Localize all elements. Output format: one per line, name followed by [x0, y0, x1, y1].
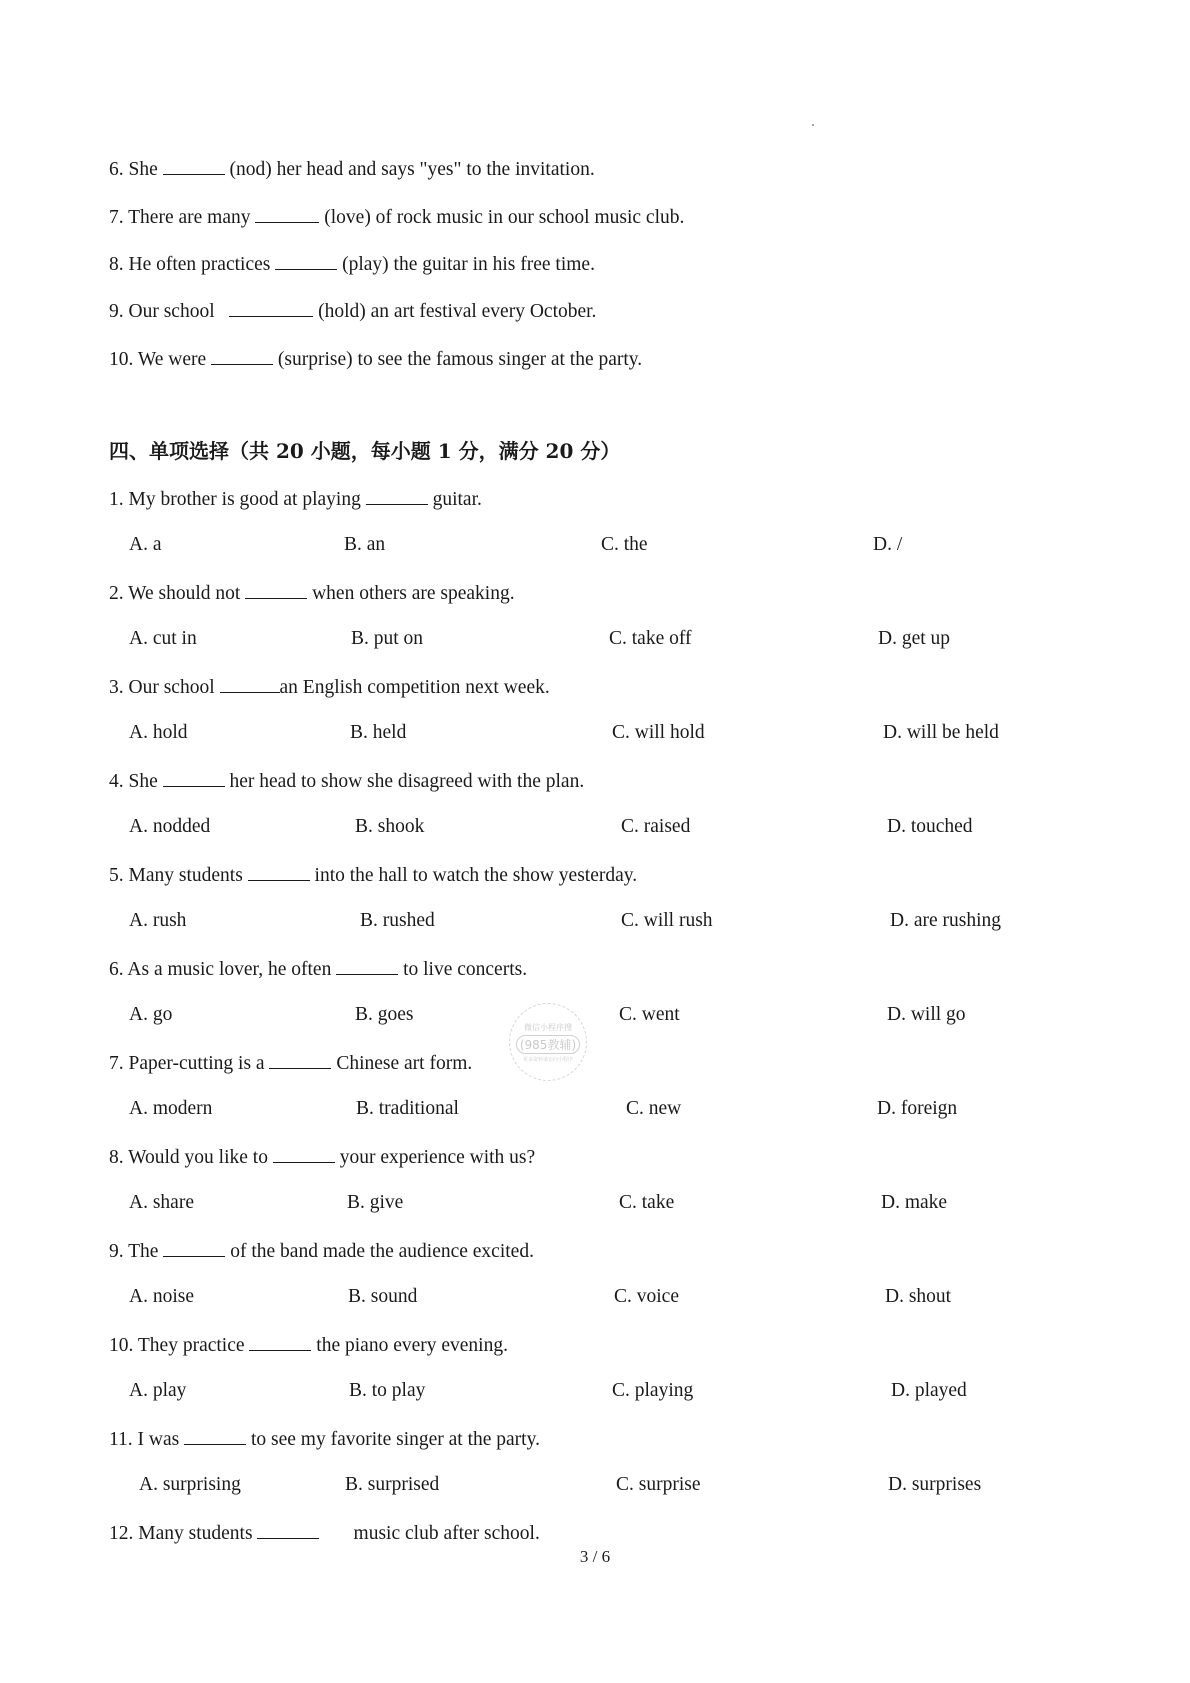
question-text: 2. We should not	[109, 583, 246, 604]
answer-blank[interactable]	[249, 1332, 311, 1351]
option-c[interactable]: C. will rush	[621, 910, 713, 931]
watermark-line: 更多资料请访问小程序	[522, 1056, 573, 1063]
option-c[interactable]: C. raised	[621, 816, 691, 837]
option-d[interactable]: D. are rushing	[890, 910, 1002, 931]
option-b[interactable]: B. give	[347, 1192, 404, 1213]
option-a[interactable]: A. modern	[129, 1098, 213, 1119]
answer-blank[interactable]	[275, 251, 337, 270]
question-text: 4. She	[109, 771, 163, 792]
option-b[interactable]: B. to play	[349, 1380, 426, 1401]
answer-blank[interactable]	[229, 298, 313, 317]
option-d[interactable]: D. shout	[885, 1286, 952, 1307]
option-b[interactable]: B. goes	[355, 1004, 414, 1025]
option-c[interactable]: C. went	[619, 1004, 680, 1025]
option-d[interactable]: D. get up	[878, 628, 951, 649]
fill-blank-text: 9. Our school	[109, 301, 230, 322]
answer-blank[interactable]	[257, 1520, 319, 1539]
fill-blank-7	[109, 204, 684, 230]
section-title: 四、单项选择（共 20 小题，每小题 1 分，满分 20 分）	[109, 439, 621, 463]
option-d[interactable]: D. surprises	[888, 1474, 982, 1495]
question-3	[109, 674, 550, 700]
answer-blank[interactable]	[163, 156, 225, 175]
fill-blank-text: (hold) an art festival every October.	[313, 301, 597, 322]
option-a[interactable]: A. nodded	[129, 816, 211, 837]
question-text: 12. Many students	[109, 1523, 258, 1544]
question-text: her head to show she disagreed with the plan.	[224, 771, 585, 792]
fill-blank-text: (love) of rock music in our school music club.	[319, 207, 685, 228]
answer-blank[interactable]	[248, 862, 310, 881]
question-text: your experience with us?	[334, 1147, 536, 1168]
fill-blank-text: 8. He often practices	[109, 254, 276, 275]
option-b[interactable]: B. surprised	[345, 1474, 440, 1495]
question-text: 3. Our school	[109, 677, 220, 698]
option-a[interactable]: A. noise	[129, 1286, 194, 1307]
option-b[interactable]: B. held	[350, 722, 407, 743]
option-c[interactable]: C. will hold	[612, 722, 705, 743]
answer-blank[interactable]	[245, 580, 307, 599]
answer-blank[interactable]	[269, 1050, 331, 1069]
option-b[interactable]: B. an	[344, 534, 386, 555]
fill-blank-9	[109, 298, 596, 324]
question-text: Chinese art form.	[331, 1053, 473, 1074]
option-b[interactable]: B. rushed	[360, 910, 435, 931]
option-a[interactable]: A. rush	[129, 910, 187, 931]
question-text: 10. They practice	[109, 1335, 250, 1356]
question-text: 8. Would you like to	[109, 1147, 273, 1168]
answer-blank[interactable]	[220, 674, 280, 693]
option-a[interactable]: A. a	[129, 534, 162, 555]
watermark-stamp	[509, 1003, 587, 1081]
fill-blank-text: (surprise) to see the famous singer at the party.	[273, 349, 643, 370]
option-d[interactable]: D. foreign	[877, 1098, 958, 1119]
option-c[interactable]: C. playing	[612, 1380, 694, 1401]
option-d[interactable]: D. will be held	[883, 722, 999, 743]
option-c[interactable]: C. voice	[614, 1286, 679, 1307]
option-d[interactable]: D. will go	[887, 1004, 966, 1025]
option-a[interactable]: A. surprising	[139, 1474, 241, 1495]
question-7	[109, 1050, 472, 1076]
option-d[interactable]: D. /	[873, 534, 903, 555]
fill-blank-10	[109, 346, 642, 372]
answer-blank[interactable]	[163, 1238, 225, 1257]
question-text: an English competition next week.	[279, 677, 550, 698]
question-2	[109, 580, 515, 606]
option-a[interactable]: A. play	[129, 1380, 187, 1401]
option-c[interactable]: C. surprise	[616, 1474, 701, 1495]
question-text: 7. Paper-cutting is a	[109, 1053, 270, 1074]
question-6	[109, 956, 527, 982]
question-text: to live concerts.	[398, 959, 528, 980]
answer-blank[interactable]	[184, 1426, 246, 1445]
question-text: 5. Many students	[109, 865, 248, 886]
option-a[interactable]: A. hold	[129, 722, 188, 743]
option-b[interactable]: B. sound	[348, 1286, 418, 1307]
fill-blank-text: 10. We were	[109, 349, 212, 370]
option-b[interactable]: B. put on	[351, 628, 424, 649]
page-number: 3 / 6	[579, 1547, 611, 1566]
option-c[interactable]: C. new	[626, 1098, 682, 1119]
answer-blank[interactable]	[211, 346, 273, 365]
question-text: the piano every evening.	[311, 1335, 508, 1356]
question-text: of the band made the audience excited.	[225, 1241, 534, 1262]
question-text: 11. I was	[109, 1429, 185, 1450]
answer-blank[interactable]	[273, 1144, 335, 1163]
question-11	[109, 1426, 540, 1452]
question-4	[109, 768, 584, 794]
question-text: 6. As a music lover, he often	[109, 959, 337, 980]
question-text: when others are speaking.	[307, 583, 515, 604]
option-b[interactable]: B. shook	[355, 816, 425, 837]
fill-blank-6	[109, 156, 595, 182]
option-c[interactable]: C. take off	[609, 628, 692, 649]
answer-blank[interactable]	[336, 956, 398, 975]
option-d[interactable]: D. make	[881, 1192, 948, 1213]
question-text: guitar.	[427, 489, 482, 510]
question-text: music club after school.	[319, 1523, 540, 1544]
option-a[interactable]: A. cut in	[129, 628, 197, 649]
option-b[interactable]: B. traditional	[356, 1098, 459, 1119]
option-c[interactable]: C. the	[601, 534, 648, 555]
fill-blank-text: 7. There are many	[109, 207, 256, 228]
stray-dot	[812, 124, 814, 126]
question-text: into the hall to watch the show yesterday.	[309, 865, 638, 886]
option-a[interactable]: A. share	[129, 1192, 194, 1213]
question-text: 9. The	[109, 1241, 164, 1262]
question-8	[109, 1144, 535, 1170]
watermark-line: (985教辅)	[516, 1035, 580, 1054]
question-5	[109, 862, 637, 888]
question-10	[109, 1332, 508, 1358]
watermark-line: 微信小程序搜	[524, 1022, 572, 1032]
fill-blank-8	[109, 251, 595, 277]
question-text: 1. My brother is good at playing	[109, 489, 366, 510]
option-d[interactable]: D. touched	[887, 816, 973, 837]
option-a[interactable]: A. go	[129, 1004, 173, 1025]
answer-blank[interactable]	[255, 204, 319, 223]
question-text: to see my favorite singer at the party.	[246, 1429, 540, 1450]
question-9	[109, 1238, 534, 1264]
fill-blank-text: 6. She	[109, 159, 163, 180]
answer-blank[interactable]	[163, 768, 225, 787]
option-c[interactable]: C. take	[619, 1192, 675, 1213]
question-12	[109, 1520, 540, 1546]
option-d[interactable]: D. played	[891, 1380, 967, 1401]
fill-blank-text: (play) the guitar in his free time.	[337, 254, 595, 275]
fill-blank-text: (nod) her head and says "yes" to the invitation.	[224, 159, 595, 180]
answer-blank[interactable]	[366, 486, 428, 505]
question-1	[109, 486, 482, 512]
